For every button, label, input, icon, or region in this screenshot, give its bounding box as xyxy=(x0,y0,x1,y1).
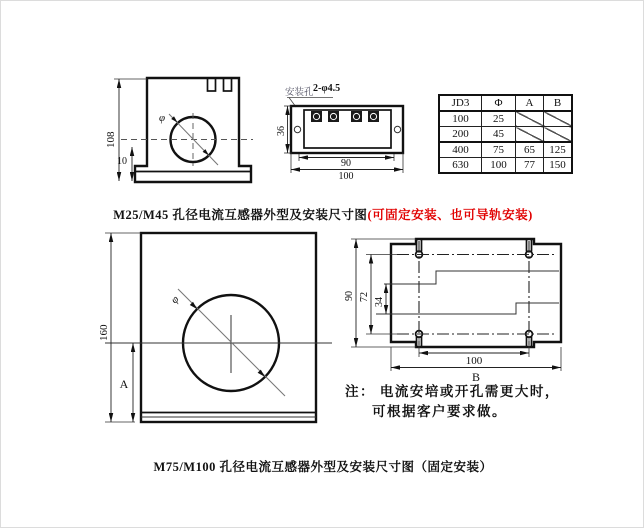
col-header-b: B xyxy=(544,95,573,111)
dim-height-160: 160 xyxy=(98,324,110,341)
caption-m25 xyxy=(1,205,644,223)
dim-B: B xyxy=(471,370,481,384)
diameter-symbol: φ xyxy=(159,112,166,124)
table-cell-na xyxy=(516,111,544,127)
caption-m75 xyxy=(1,457,644,475)
mount-slots xyxy=(416,239,533,347)
mount-hole-label: 安装孔 xyxy=(285,88,314,98)
dim-inner-width-90: 90 xyxy=(341,158,351,169)
table-cell-na xyxy=(516,127,544,143)
table-cell: 100 xyxy=(482,158,516,174)
customer-note xyxy=(345,382,560,422)
dim-A: A xyxy=(119,377,129,391)
dim-slot-span-72: 72 xyxy=(359,292,370,302)
table-cell: 400 xyxy=(439,142,482,158)
m75-front-view xyxy=(98,233,332,422)
table-header-row xyxy=(439,95,572,111)
table-cell: 45 xyxy=(482,127,516,143)
col-header-a: A xyxy=(516,95,544,111)
table-row xyxy=(439,127,572,143)
table-cell: 150 xyxy=(544,158,573,174)
terminal-notch xyxy=(224,78,232,91)
dim-step-span-34: 34 xyxy=(374,297,385,307)
table-cell-na xyxy=(544,127,573,143)
dim-base-10: 10 xyxy=(117,156,127,167)
table-row xyxy=(439,158,572,174)
mount-hole-left xyxy=(294,126,300,132)
dim-height-108: 108 xyxy=(105,131,117,148)
diameter-symbol-large: φ xyxy=(168,293,182,307)
table-cell-na xyxy=(544,111,573,127)
note-line2: 可根据客户要求做。 xyxy=(372,404,507,419)
table-row xyxy=(439,142,572,158)
mount-hole-right xyxy=(394,126,400,132)
terminal-screws xyxy=(311,111,379,122)
table-cell: 200 xyxy=(439,127,482,143)
m25-front-view xyxy=(105,78,253,182)
technical-drawing-canvas xyxy=(1,1,644,528)
caption-m25-red-text: (可固定安装、也可导轨安装) xyxy=(367,208,533,222)
note-line1: 电流安培或开孔需更大时， xyxy=(379,384,560,399)
m25-top-view xyxy=(276,98,403,183)
col-header-jd3: JD3 xyxy=(439,95,482,111)
dim-depth-36: 36 xyxy=(276,126,287,136)
table-cell: 630 xyxy=(439,158,482,174)
table-cell: 65 xyxy=(516,142,544,158)
terminal-notch xyxy=(208,78,216,91)
dim-slot-width-100: 100 xyxy=(465,355,483,367)
table-cell: 125 xyxy=(544,142,573,158)
dim-height-90: 90 xyxy=(344,291,355,301)
mount-hole-value: 2-φ4.5 xyxy=(313,83,341,94)
table-cell: 75 xyxy=(482,142,516,158)
col-header-phi: Φ xyxy=(482,95,516,111)
caption-m25-text: M25/M45 孔径电流互感器外型及安装尺寸图 xyxy=(113,208,368,222)
note-prefix: 注： xyxy=(345,384,375,399)
spec-table xyxy=(438,94,573,174)
table-row xyxy=(439,111,572,127)
table-cell: 25 xyxy=(482,111,516,127)
m75-mount-view xyxy=(344,239,561,384)
table-cell: 77 xyxy=(516,158,544,174)
table-cell: 100 xyxy=(439,111,482,127)
dim-outer-width-100: 100 xyxy=(338,171,354,182)
caption-m75-text: M75/M100 孔径电流互感器外型及安装尺寸图（固定安装） xyxy=(153,460,493,474)
